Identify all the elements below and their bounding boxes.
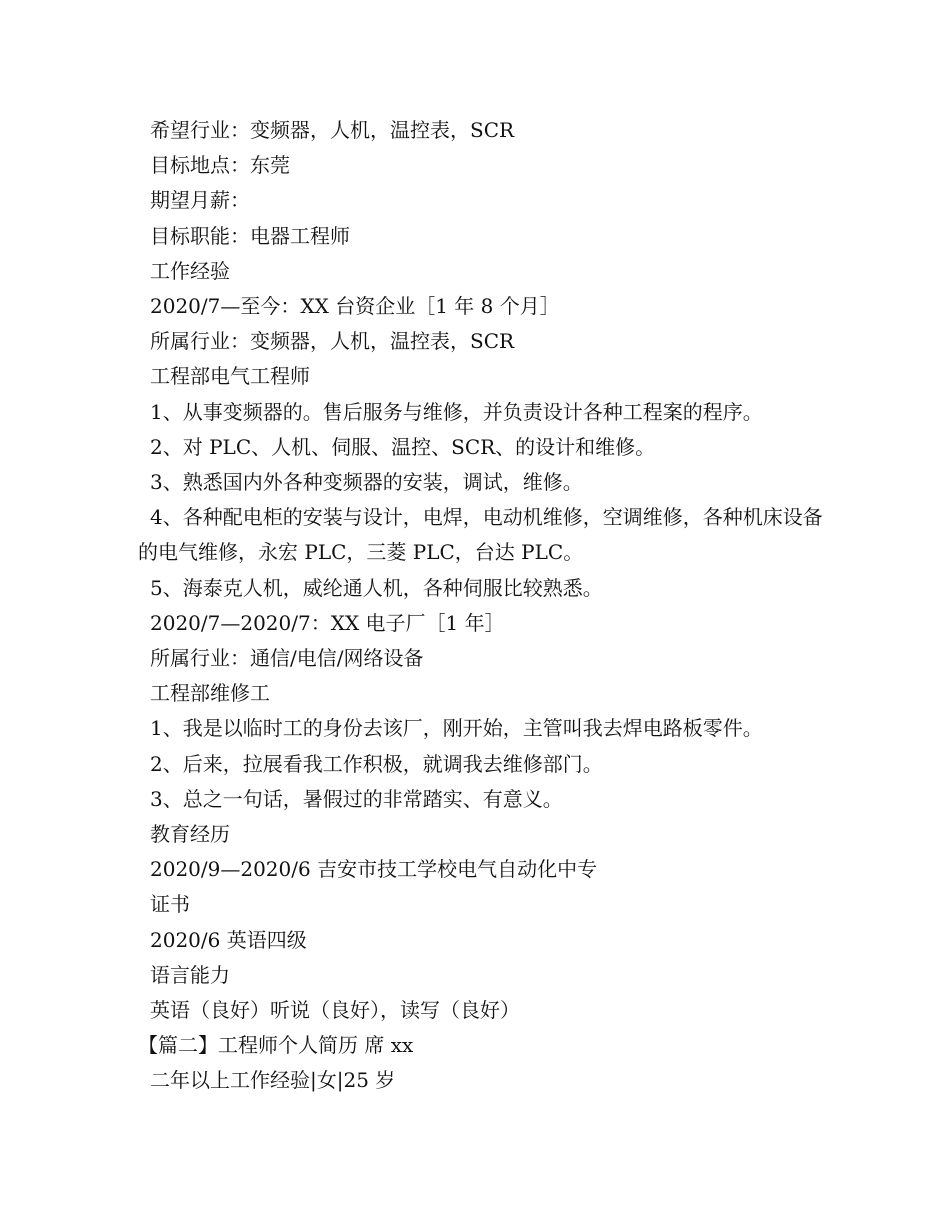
job-1-duty-2: 2、对 PLC、人机、伺服、温控、SCR、的设计和维修。	[150, 434, 656, 459]
job-1-duty-5: 5、海泰克人机，威纶通人机，各种伺服比较熟悉。	[150, 575, 603, 600]
section-heading-certificates: 证书	[150, 892, 190, 917]
job-2-period: 2020/7—2020/7：XX 电子厂［1 年］	[150, 610, 505, 635]
section-heading-work-experience: 工作经验	[150, 258, 230, 283]
candidate-summary: 二年以上工作经验|女|25 岁	[150, 1068, 396, 1093]
certificate-entry: 2020/6 英语四级	[150, 927, 307, 952]
job-2-duty-3: 3、总之一句话，暑假过的非常踏实、有意义。	[150, 786, 563, 811]
job-1-industry: 所属行业：变频器，人机，温控表，SCR	[150, 329, 515, 354]
job-1-duty-4: 4、各种配电柜的安装与设计，电焊，电动机维修，空调维修，各种机床设备的电气维修，永宏 PLC，三菱 PLC，台达 PLC。	[138, 505, 823, 565]
job-1-period: 2020/7—至今：XX 台资企业［1 年 8 个月］	[150, 294, 560, 319]
job-1-duty-1: 1、从事变频器的。售后服务与维修，并负责设计各种工程案的程序。	[150, 399, 763, 424]
job-1-title: 工程部电气工程师	[150, 364, 310, 389]
language-entry: 英语（良好）听说（良好），读写（良好）	[150, 998, 520, 1023]
job-2-duty-2: 2、后来，拉展看我工作积极，就调我去维修部门。	[150, 751, 603, 776]
job-1-duty-3: 3、熟悉国内外各种变频器的安装，调试，维修。	[150, 470, 583, 495]
target-position: 目标职能：电器工程师	[150, 223, 350, 248]
section-heading-education: 教育经历	[150, 822, 230, 847]
education-entry: 2020/9—2020/6 吉安市技工学校电气自动化中专	[150, 857, 598, 882]
job-2-title: 工程部维修工	[150, 681, 270, 706]
job-2-duty-1: 1、我是以临时工的身份去该厂，刚开始，主管叫我去焊电路板零件。	[150, 716, 763, 741]
target-location: 目标地点：东莞	[150, 153, 290, 178]
section-heading-language: 语言能力	[150, 962, 230, 987]
desired-industry: 希望行业：变频器，人机，温控表，SCR	[150, 118, 515, 142]
expected-salary: 期望月薪：	[150, 188, 250, 213]
job-2-industry: 所属行业：通信/电信/网络设备	[150, 646, 424, 671]
document-body	[138, 113, 828, 1099]
article-2-heading: 【篇二】工程师个人简历 席 xx	[138, 1033, 414, 1058]
